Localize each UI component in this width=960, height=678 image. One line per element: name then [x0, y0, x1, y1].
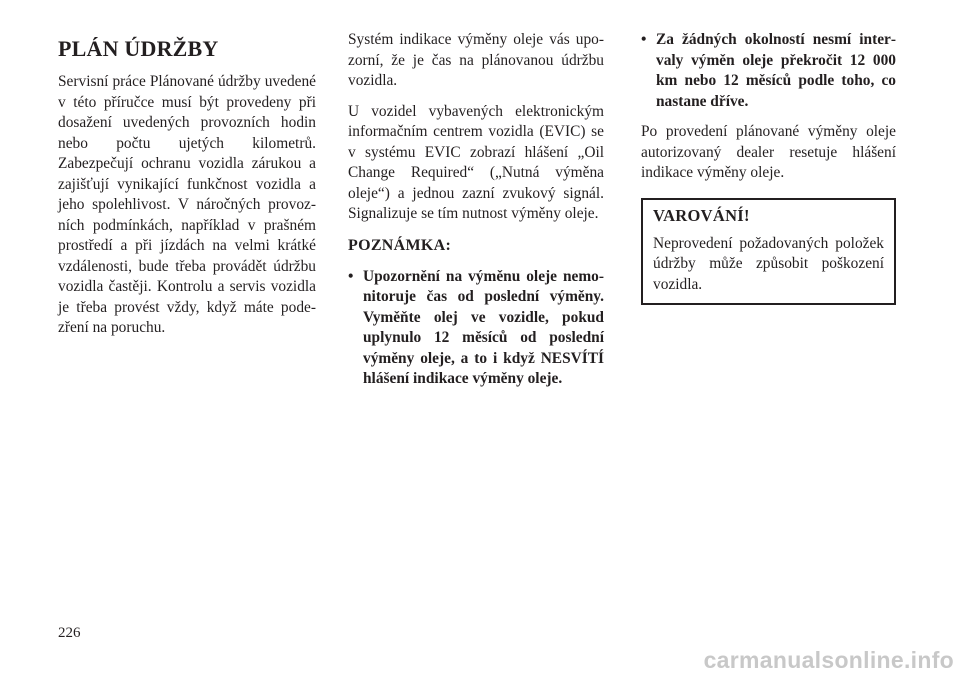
middle-column [348, 30, 604, 400]
warning-box [641, 198, 896, 306]
oil-indicator-paragraph: Systém indikace výměny oleje vás upozorní, že je čas na plánovanou údržbu vozidla. [348, 31, 604, 89]
left-column [58, 30, 316, 349]
warning-text: Neprovedení požadovaných položek údržby může způsobit poškození vozidla. [653, 234, 884, 293]
evic-paragraph: U vozidel vybavených elektronickým informačním centrem vozidla (EVIC) se v systému EVIC zobrazí hlášení „Oil Change Required“ („Nutná výměna oleje“) a jednou zazní zvukový signál. Signalizuje se tím nutnost výměny oleje. [348, 102, 604, 222]
warning-title: VAROVÁNÍ! [653, 205, 750, 225]
maintenance-plan-paragraph: Servisní práce Plánované údržby uvedené v této příručce musí být provedeny při dosažení uvedených provozních hodin nebo počtu ujetých kilometrů. Zabezpečují ochranu vozidla zárukou a zajišťují vynikající funkčnost vozidla a jeho spolehlivost. V náročných provozních podmínkách, například v prašném prostředí a při jízdách na velmi krátké vzdálenosti, bude třeba provádět údržbu vozidla častěji. Kontrolu a servis vozidla je třeba provést vždy, když máte podezření na poruchu. [58, 73, 316, 336]
section-heading: PLÁN ÚDRŽBY [58, 36, 219, 61]
bullet-icon: • [641, 31, 647, 48]
interval-bullet-list [641, 30, 896, 112]
note-heading: POZNÁMKA: [348, 236, 452, 254]
right-column [641, 30, 896, 305]
dealer-reset-paragraph: Po provedení plánované výměny oleje autorizovaný dealer resetuje hlášení indikace výměny oleje. [641, 123, 896, 181]
bullet-icon: • [348, 267, 354, 285]
page-number: 226 [58, 625, 81, 641]
watermark-text: carmanualsonline.info [703, 647, 954, 673]
note-bullet-item [348, 267, 604, 390]
note-bullet-list [348, 267, 604, 390]
note-bullet-text: Upozornění na výměnu oleje nemonitoruje čas od poslední výměny. Vyměňte olej ve vozidle, pokud uplynulo 12 měsíců od poslední výměny oleje, a to i když NESVÍTÍ hlášení indikace výměny oleje. [363, 267, 604, 387]
interval-bullet-text: Za žádných okolností nesmí intervaly výměn oleje překročit 12 000 km nebo 12 měsíců podle toho, co nastane dříve. [656, 31, 896, 110]
interval-bullet-item [641, 30, 896, 112]
